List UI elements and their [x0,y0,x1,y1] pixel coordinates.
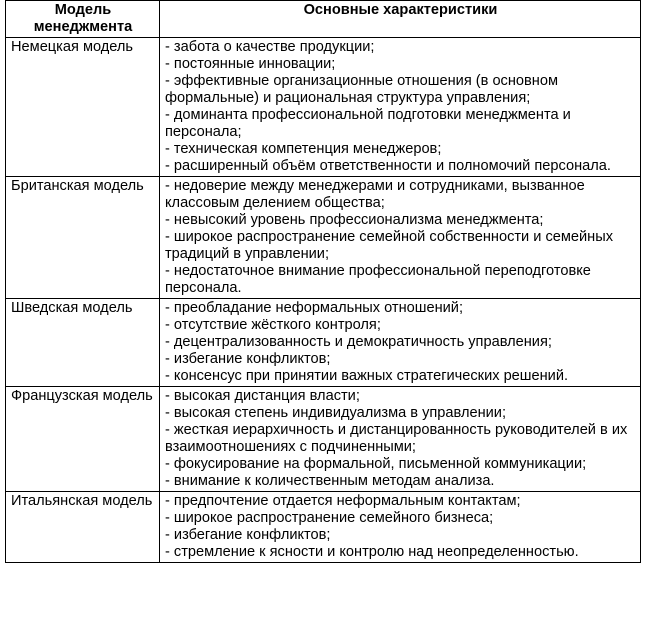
characteristics-cell [160,387,641,492]
table-row [6,299,641,387]
characteristics-cell [160,299,641,387]
characteristic-item: - преобладание неформальных отношений; [165,300,463,316]
characteristic-item: - доминанта профессиональной подготовки менеджмента и персонала; [165,107,571,140]
characteristic-item: - техническая компетенция менеджеров; [165,141,442,157]
characteristic-item: - предпочтение отдается неформальным контактам; [165,493,521,509]
header-model: Модель менеджмента [6,1,160,38]
characteristic-item: - внимание к количественным методам анализа. [165,473,495,489]
characteristic-item: - избегание конфликтов; [165,527,331,543]
characteristic-item: - фокусирование на формальной, письменной коммуникации; [165,456,587,472]
characteristic-item: - широкое распространение семейного бизнеса; [165,510,494,526]
characteristic-item: - высокая дистанция власти; [165,388,360,404]
model-name-cell: Британская модель [6,177,160,299]
characteristic-item: - постоянные инновации; [165,56,336,72]
model-name-cell: Шведская модель [6,299,160,387]
characteristic-item: - стремление к ясности и контролю над неопределенностью. [165,544,579,560]
characteristic-item: - эффективные организационные отношения (в основном формальные) и рациональная структура управления; [165,73,558,106]
model-name-cell: Французская модель [6,387,160,492]
header-characteristics: Основные характеристики [160,1,641,38]
management-models-table [5,0,641,563]
characteristic-item: - забота о качестве продукции; [165,39,375,55]
characteristic-item: - децентрализованность и демократичность управления; [165,334,552,350]
table-row [6,177,641,299]
model-name-cell: Немецкая модель [6,38,160,177]
table-row [6,387,641,492]
characteristics-cell [160,177,641,299]
characteristic-item: - высокая степень индивидуализма в управлении; [165,405,507,421]
characteristic-item: - недостаточное внимание профессиональной переподготовке персонала. [165,263,591,296]
characteristic-item: - недоверие между менеджерами и сотрудниками, вызванное классовым делением общества; [165,178,585,211]
characteristic-item: - расширенный объём ответственности и полномочий персонала. [165,158,611,174]
model-name-cell: Итальянская модель [6,492,160,563]
characteristics-cell [160,38,641,177]
characteristic-item: - невысокий уровень профессионализма менеджмента; [165,212,544,228]
characteristic-item: - консенсус при принятии важных стратегических решений. [165,368,569,384]
characteristic-item: - избегание конфликтов; [165,351,331,367]
characteristic-item: - жесткая иерархичность и дистанцированность руководителей в их взаимоотношениях с подчиненными; [165,422,628,455]
table-header-row [6,1,641,38]
table-row [6,492,641,563]
table-row [6,38,641,177]
characteristics-cell [160,492,641,563]
characteristic-item: - широкое распространение семейной собственности и семейных традиций в управлении; [165,229,614,262]
characteristic-item: - отсутствие жёсткого контроля; [165,317,381,333]
